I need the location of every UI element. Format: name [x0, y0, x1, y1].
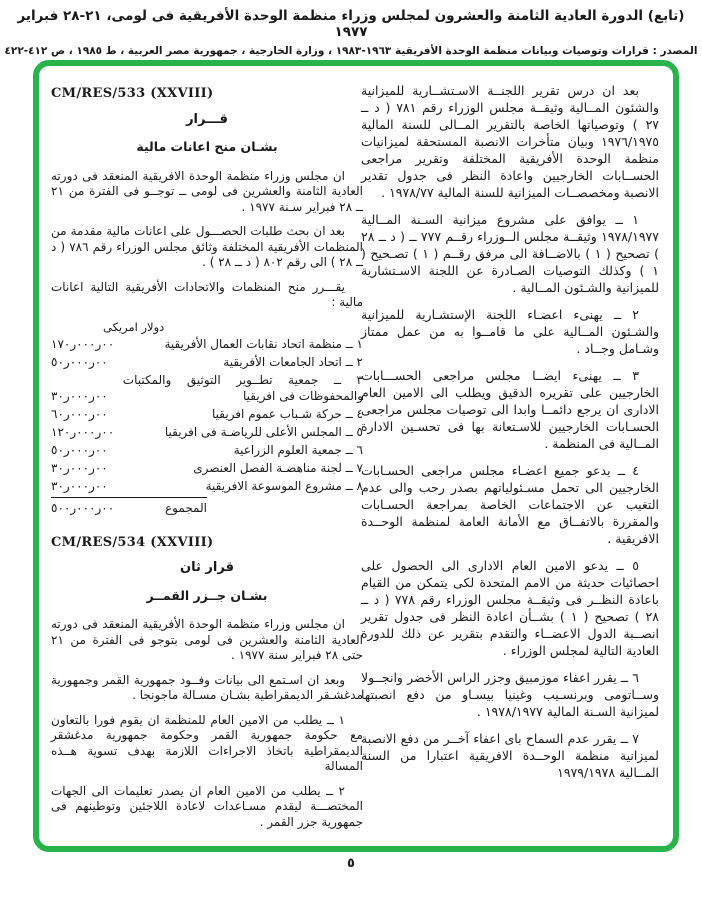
session-title: (تابع) الدورة العادية الثامنة والعشرون لمجلس وزراء منظمة الوحدة الأفريقية فى لومى، ٢١-٢٨ فبراير ١٩٧٧ [17, 8, 685, 40]
paragraph-item-1: ١ ــ يوافق على مشروع ميزانية السـنة المــالية ١٩٧٨/١٩٧٧ وثيقــة مجلس الــوزراء رقــم ٧٧٧ ــ ( د ــ ٢٨ ) تصحيح ( ١ ) بالاضــافة الى مرفق رقــم ( ١ ) تصـحيح ( ١ ) وكذلك التوصيات الصـادرة عن اللجنة الاسـتشارية للميزانية والشـئون المــالية . [361, 212, 659, 295]
grant-name: ٢ ــ اتحاد الجامعات الأفريقية [223, 355, 363, 369]
resolution-533-title: قـــرار [186, 111, 228, 127]
resolution-534-reference: CM/RES/534 (XXVIII) [51, 534, 214, 550]
grant-name: ٣ ــ جمعية تطــوير التوثيق والمكتبات والمحفوظات فى افريقيا [122, 373, 363, 403]
res533-paragraph-decides: يقـــرر منح المنظمات والاتحادات الأفريقية التالية اعانات مالية : [51, 279, 363, 309]
paragraph-item-6: ٦ ــ يقرر اعفاء موزمبيق وجزر الراس الأخضر وانجــولا وســاتومى وبرنسـيب وغينيا بيسـاو من دفع انصبتها لميزانية السـنة المالية ١٩٧٨/١٩٧٧ . [361, 670, 659, 719]
grant-name: ٦ ــ جمعية العلوم الزراعية [233, 442, 363, 457]
grant-amount: ٠٠ر٠٠٠ر٣٠ [51, 478, 108, 493]
res534-paragraph-statements: وبعد ان اسـتمع الى بيانات وفــود جمهورية القمر وجمهورية مدغشـقر الديمقراطية بشـان مسـالة ماجونجا . [51, 672, 363, 702]
paragraph-preamble: بعد ان درس تقرير اللجنــة الاسـتشــارية للميزانية والشئون المــالية وثيقــة مجلس الوزراء رقم ٧٨١ ( د ــ ٢٧ ) وتوصياتها الخاصة بالتقرير المــالى للسنة المالية ١٩٧٦/١٩٧٥ وبيان متأخرات الانصبة المستحقة لميزانيات منظمة الوحدة الأفريقية المختلفة وتقرير مراجعى الحســابات الخارجيين واعادة النظر فى جدول تقدير الانصبة ومخصصــات الميزانية للسنة المالية ١٩٧٨/٧٧ . [361, 83, 659, 200]
column-operative-paragraphs [361, 82, 659, 791]
grant-name: ١ ــ منظمة اتحاد نقابات العمال الأفريقية [164, 337, 363, 351]
grant-name: ٨ ــ مشروع الموسوعة الافريقية [205, 478, 363, 493]
grant-amount: ٠٠ر٠٠٠ر٥٠ [51, 355, 108, 369]
grant-name: ٤ ــ حركة شـباب عموم افريقيا [212, 406, 363, 421]
grant-row [51, 407, 363, 423]
grant-amount: ٠٠ر٠٠٠ر٦٠ [51, 406, 108, 421]
resolution-533-reference: CM/RES/533 (XXVIII) [51, 86, 214, 101]
res533-paragraph-session: ان مجلس وزراء منظمة الوحدة الافريقية المنعقد فى دورته العادية الثامنة والعشرين فى لومى ــ توجــو فى الفترة من ٢١ ــ ٢٨ فبراير سـنة ١٩٧٧ . [51, 168, 363, 214]
paragraph-item-2: ٢ ــ يهنىء اعضـاء اللجنة الإستشـارية للميزانية والشـئون المــالية على ما قامــوا به من عمل ممتاز وشـامل وجــاد . [361, 307, 659, 356]
grant-amount: ٠٠ر٠٠٠ر٣٠ [51, 460, 108, 475]
paragraph-item-5: ٥ ــ يدعو الامين العام الادارى الى الحصول على احصائيات حديثة من الامم المتحدة لكى يتمكن من القيام باعادة النظــر فى وثيقــة مجلس الوزراء رقم ٧٧٨ ( د ــ ٢٨ ) تصحيح ( ١ ) بشــأن اعادة النظر فى جدول تقرير انصــبة الدول الاعضــاء والتقدم بتقرير عن ذلك للدورة العادية التالية لمجلس الوزراء . [361, 558, 660, 658]
grants-total-label: المجموع [165, 501, 207, 515]
grant-row [51, 425, 363, 441]
grant-row [51, 373, 363, 404]
grant-amount: ٠٠ر٠٠٠ر١٧٠ [51, 337, 115, 351]
grant-amount: ٠٠ر٠٠٠ر٥٠ [51, 442, 108, 457]
document-header [0, 8, 702, 57]
column-resolutions [51, 86, 363, 839]
paragraph-item-4: ٤ ــ يدعو جميع اعضـاء مجلس مراجعى الحسـابات الخارجيين الى تحمل مسـئولياتهم بصدر رحب والى عدم التغيب عن الاجتماعات الخاصة بمراجعة الحسـابات والمقررة بالاتفــاق مع الأمانة العامة لمنظمة الوحــدة الافريقية . [361, 463, 659, 546]
grant-row [51, 355, 363, 371]
resolution-534-title: قرار ثان [180, 560, 234, 575]
grant-amount: ٠٠ر٠٠٠ر١٢٠ [51, 424, 115, 439]
resolution-533-subtitle: بشـان منح اعانات مالية [136, 139, 278, 154]
grant-name: ٥ ــ المجلس الأعلى للرياضـة فى افريقيا [164, 424, 363, 439]
grant-row [51, 461, 363, 477]
grant-row [51, 443, 363, 459]
res534-paragraph-item-1: ١ ــ يطلب من الامين العام للمنظمة ان يقوم فورا بالتعاون مع حكومة جمهورية القمر وحكومة جمهورية مدغشقر الديمقراطية باتخاذ الاجراءات اللازمة بهدف تسوية هــذه المسالة [51, 712, 363, 773]
res534-paragraph-item-2: ٢ ــ يطلب من الامين العام ان يصدر تعليمات الى الجهات المختصـــة ليقدم مسـاعدات لاعادة اللاجئين وتوطينهم فى جمهورية جزر القمر . [51, 783, 363, 829]
page-number: ٥ [347, 856, 355, 871]
grant-row [51, 337, 363, 353]
document-frame [33, 60, 679, 852]
grant-row [51, 479, 363, 495]
paragraph-item-3: ٣ ــ يهنىء ايضــا مجلس مراجعى الحســـابات الخارجيين على تقريره الدقيق ويطلب الى الامين العام الادارى ان يرجع دائمــا وابدا الى توصيات مجلس مراجعى الحسـابات الخارجيين للاسـتعانة بها فى تحسـين الادارة المــالية فى المنظمة . [361, 368, 659, 451]
grant-name: ٧ ــ لجنة مناهضـة الفصل العنصرى [193, 460, 363, 475]
paragraph-item-7: ٧ ــ يقرر عدم السماح باى اعفاء آخــر من دفع الانصبة لميزانية منظمة الوحــدة الافريقية اعتبارا من السنة المــالية ١٩٧٩/١٩٧٨ [361, 731, 659, 780]
resolution-534-subtitle: بشـان جــزر القمــر [146, 587, 268, 603]
source-citation: المصدر : قرارات وتوصيات وبيانات منظمة الوحدة الأفريقية ١٩٦٣-١٩٨٣ ، وزارة الخارجية ، جمهورية مصر العربية ، ط ١٩٨٥ ، ص ٤١٢-٤٢٢ [4, 45, 698, 57]
grant-amount: ٠٠ر٠٠٠ر٣٠ [51, 388, 108, 403]
currency-label: دولار امريكى [103, 319, 165, 334]
res534-paragraph-session: ان مجلس وزراء منظمة الوحدة الأفريقية المنعقد فى دورته العادية الثامنة والعشرين فى لومى بتوجو فى الفترة من ٢١ حتى ٢٨ فبراير سنة ١٩٧٧ . [51, 617, 363, 662]
grants-total-amount: ٠٠ر٠٠٠ر٥٠٠ [51, 501, 115, 515]
res533-paragraph-requests: بعد ان بحث طلبات الحصـــول على اعانات مالية مقدمة من المنظمات الأفريقية المختلفة وثائق مجلس الوزراء رقم ٧٨٦ ( د ــ ٢٨ ) الى رقم ٨٠٢ ( د ــ ٢٨ ) . [51, 224, 363, 269]
grants-total-row [51, 497, 207, 517]
